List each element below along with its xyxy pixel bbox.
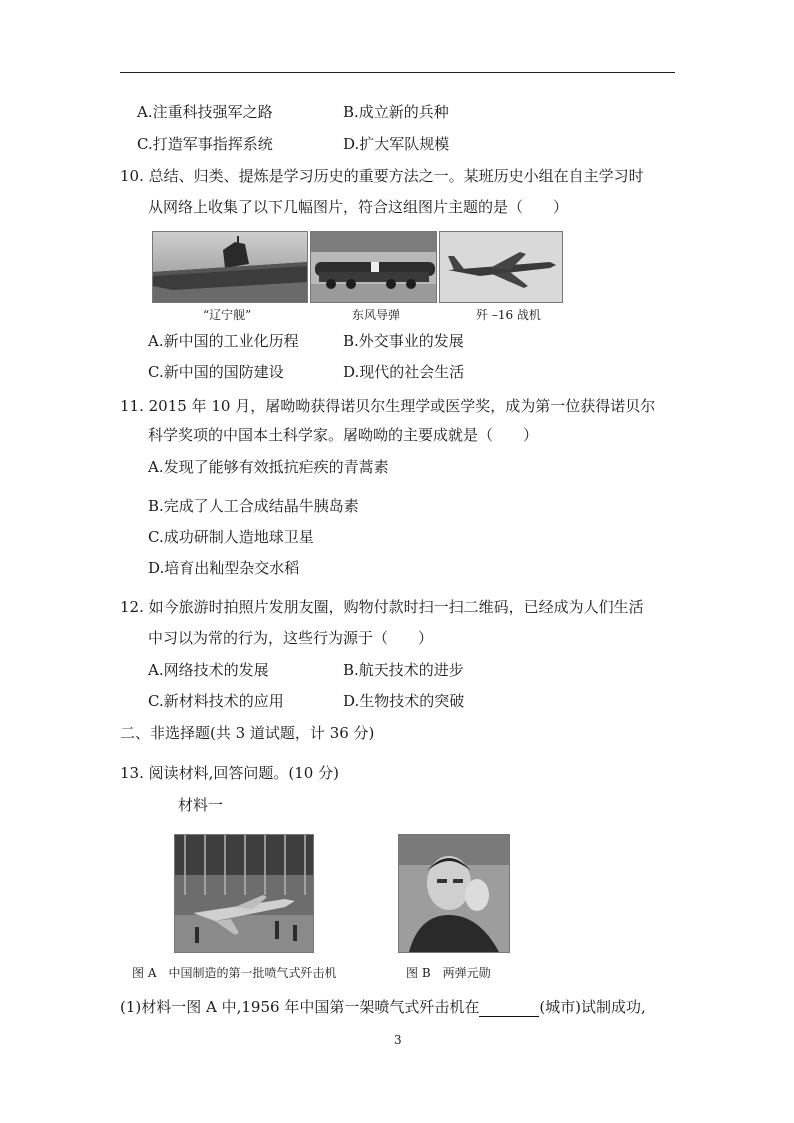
header-rule	[120, 72, 675, 73]
q11-stem-line2: 科学奖项的中国本土科学家。屠呦呦的主要成就是（ ）	[148, 426, 539, 444]
q12-stem-line2: 中习以为常的行为，这些行为源于（ ）	[148, 629, 434, 647]
j16-fighter-photo	[439, 231, 563, 303]
dongfeng-missile-photo	[310, 231, 437, 303]
q10-option-c[interactable]: C.新中国的国防建设	[148, 363, 284, 381]
section-heading: 二、非选择题(共 3 道试题，计 36 分)	[120, 724, 375, 742]
q10-stem-line1: 10. 总结、归类、提炼是学习历史的重要方法之一。某班历史小组在自主学习时	[120, 167, 644, 185]
q12-option-d[interactable]: D.生物技术的突破	[343, 692, 465, 710]
q13-sub1-text-after: (城市)试制成功,	[539, 998, 646, 1016]
q11-stem-line1: 11. 2015 年 10 月，屠呦呦获得诺贝尔生理学或医学奖，成为第一位获得诺贝尔	[120, 397, 656, 415]
q13-stem: 13. 阅读材料,回答问题。(10 分)	[120, 764, 339, 782]
caption-j16: 歼 –16 战机	[476, 308, 541, 322]
caption-liaoning: “辽宁舰”	[203, 308, 252, 322]
q10-stem-line2: 从网络上收集了以下几幅图片，符合这组图片主题的是（ ）	[148, 198, 569, 216]
page-number: 3	[394, 1033, 402, 1047]
q13-sub1-answer-blank[interactable]	[479, 1001, 539, 1017]
material-label: 材料一	[178, 796, 224, 814]
jet-fighter-factory-photo	[174, 834, 314, 953]
q13-sub1-text-before: (1)材料一图 A 中,1956 年中国第一架喷气式歼击机在	[120, 998, 480, 1016]
fig-a-caption: 图 A 中国制造的第一批喷气式歼击机	[132, 966, 337, 980]
q11-option-c[interactable]: C.成功研制人造地球卫星	[148, 528, 314, 546]
q10-option-b[interactable]: B.外交事业的发展	[343, 332, 464, 350]
two-bombs-scientist-photo	[398, 834, 510, 953]
q9-option-c[interactable]: C.打造军事指挥系统	[137, 135, 273, 153]
liaoning-carrier-photo	[152, 231, 308, 303]
fig-b-caption: 图 B 两弹元勋	[406, 966, 491, 980]
q9-option-a[interactable]: A.注重科技强军之路	[137, 103, 273, 121]
q10-option-d[interactable]: D.现代的社会生活	[343, 363, 465, 381]
caption-dongfeng: 东风导弹	[352, 308, 401, 322]
q11-option-d[interactable]: D.培育出籼型杂交水稻	[148, 559, 300, 577]
q12-option-b[interactable]: B.航天技术的进步	[343, 661, 464, 679]
q12-option-c[interactable]: C.新材料技术的应用	[148, 692, 284, 710]
q12-option-a[interactable]: A.网络技术的发展	[148, 661, 269, 679]
q9-option-d[interactable]: D.扩大军队规模	[343, 135, 450, 153]
q13-sub1	[120, 997, 646, 1017]
q12-stem-line1: 12. 如今旅游时拍照片发朋友圈，购物付款时扫一扫二维码，已经成为人们生活	[120, 598, 644, 616]
q11-option-a[interactable]: A.发现了能够有效抵抗疟疾的青蒿素	[148, 458, 389, 476]
q9-option-b[interactable]: B.成立新的兵种	[343, 103, 449, 121]
q11-option-b[interactable]: B.完成了人工合成结晶牛胰岛素	[148, 497, 359, 515]
q10-option-a[interactable]: A.新中国的工业化历程	[148, 332, 299, 350]
